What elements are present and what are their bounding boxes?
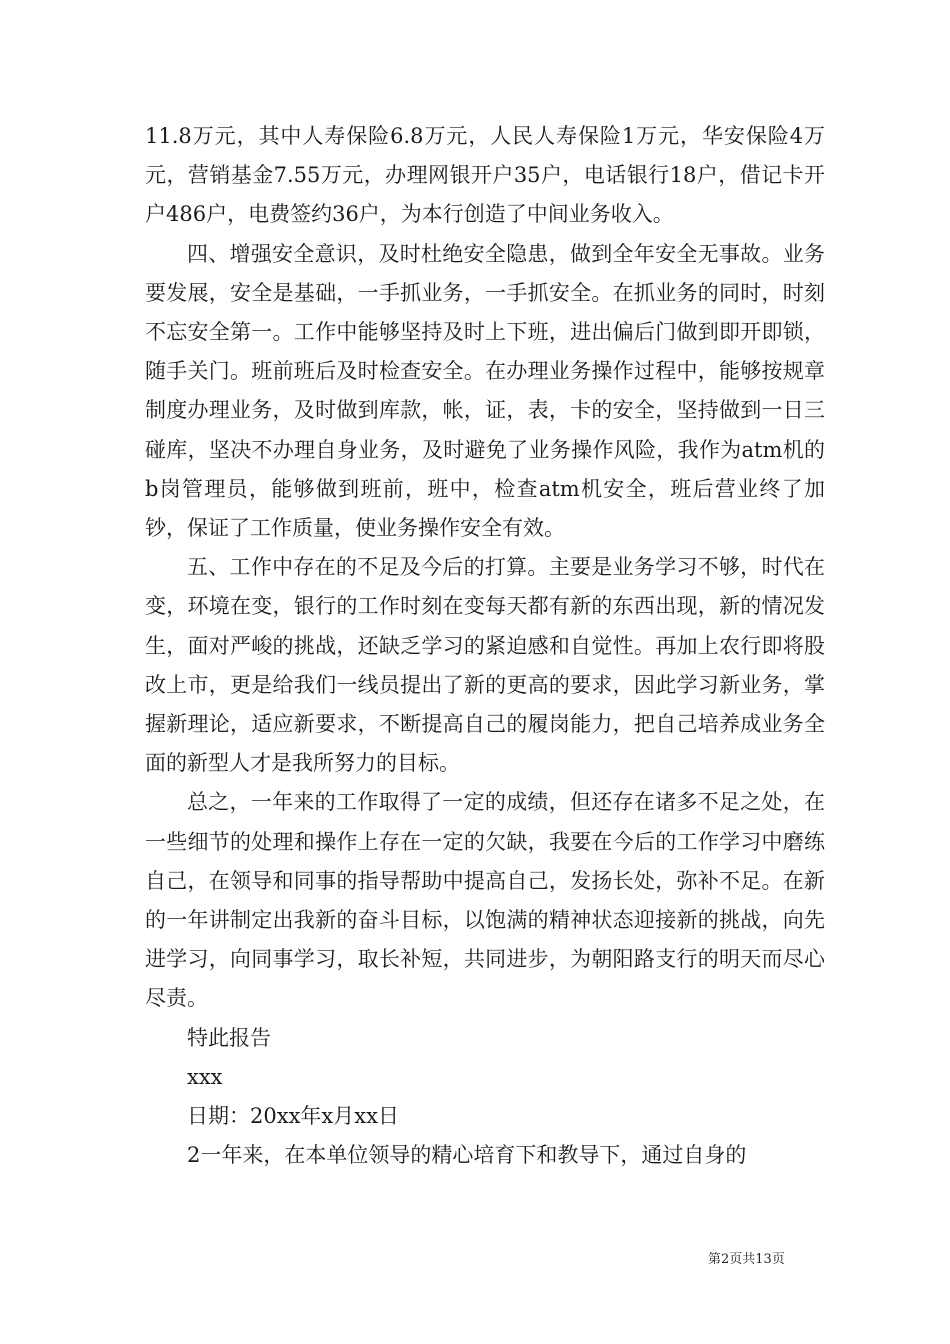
paragraph-summary: 总之，一年来的工作取得了一定的成绩，但还存在诸多不足之处，在一些细节的处理和操作上存在一定的欠缺，我要在今后的工作学习中磨练自己，在领导和同事的指导帮助中提高自己，发扬长处，弥补不足。在新的一年讲制定出我新的奋斗目标，以饱满的精神状态迎接新的挑战，向先进学习，向同事学习，取长补短，共同进步，为朝阳路支行的明天而尽心尽责。 <box>145 790 825 1011</box>
date-line: 日期：20xx年x月xx日 <box>187 1104 399 1129</box>
signature-name: xxx <box>187 1064 223 1089</box>
paragraph-safety: 四、增强安全意识，及时杜绝安全隐患，做到全年安全无事故。业务要发展，安全是基础，一手抓业务，一手抓安全。在抓业务的同时，时刻不忘安全第一。工作中能够坚持及时上下班，进出偏后门做到即开即锁，随手关门。班前班后及时检查安全。在办理业务操作过程中，能够按规章制度办理业务，及时做到库款，帐，证，表，卡的安全，坚持做到一日三碰库，坚决不办理自身业务，及时避免了业务操作风险，我作为atm机的b岗管理员，能够做到班前，班中，检查atm机安全，班后营业终了加钞，保证了工作质量，使业务操作安全有效。 <box>145 241 825 541</box>
page-number: 第2页共13页 <box>708 1252 785 1267</box>
paragraph-shortcomings: 五、工作中存在的不足及今后的打算。主要是业务学习不够，时代在变，环境在变，银行的工作时刻在变每天都有新的东西出现，新的情况发生，面对严峻的挑战，还缺乏学习的紧迫感和自觉性。再加上农行即将股改上市，更是给我们一线员提出了新的更高的要求，因此学习新业务，掌握新理论，适应新要求，不断提高自己的履岗能力，把自己培养成业务全面的新型人才是我所努力的目标。 <box>145 555 825 776</box>
next-article-start: 2一年来，在本单位领导的精心培育下和教导下，通过自身的 <box>187 1143 747 1168</box>
closing-line: 特此报告 <box>187 1025 271 1050</box>
body-text <box>145 117 825 1175</box>
paragraph-continuation: 11.8万元，其中人寿保险6.8万元，人民人寿保险1万元，华安保险4万元，营销基金7.55万元，办理网银开户35户，电话银行18户，借记卡开户486户，电费签约36户，为本行创造了中间业务收入。 <box>145 124 825 227</box>
